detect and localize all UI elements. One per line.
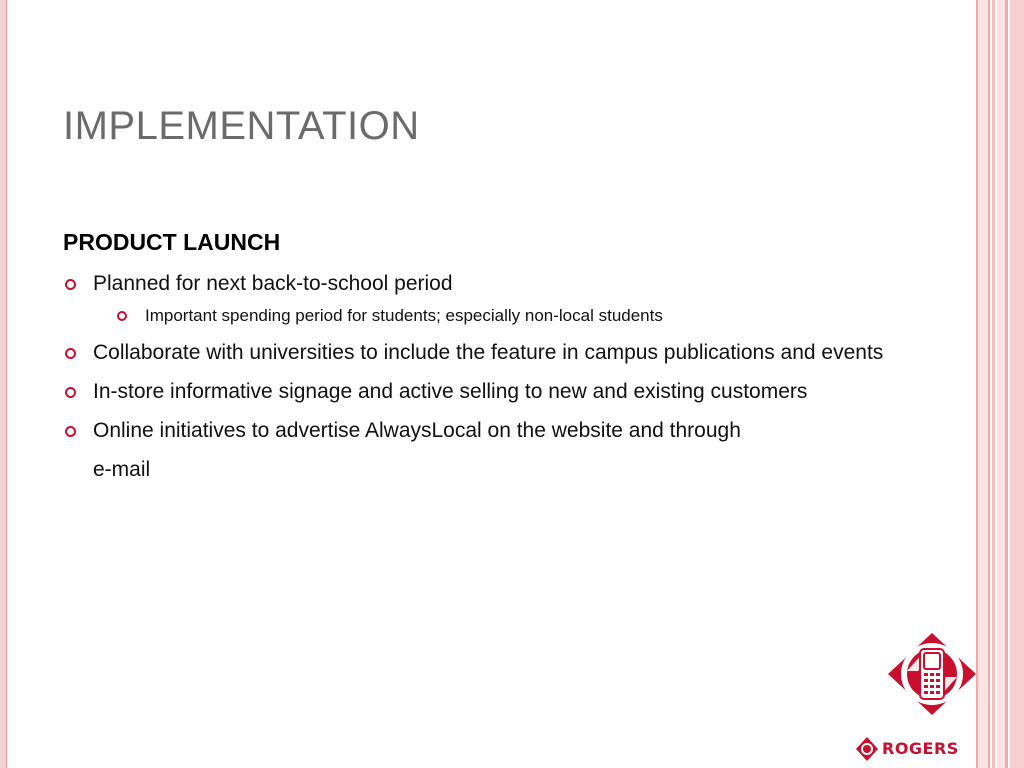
bullet-text: Collaborate with universities to include the feature in campus publications and events: [93, 341, 884, 364]
slide-content: [63, 229, 943, 493]
rogers-logo-text: ROGERS: [882, 739, 959, 758]
sub-bullet-item: [113, 303, 943, 329]
right-decorative-stripes: [976, 0, 1024, 768]
sub-bullet-list: [113, 303, 943, 329]
rogers-logo: [856, 735, 968, 765]
section-heading: PRODUCT LAUNCH: [63, 229, 281, 255]
bullet-item: [63, 337, 943, 368]
sub-bullet-icon: [117, 311, 127, 321]
sub-bullet-text: Important spending period for students; especially non-local students: [145, 306, 663, 325]
left-frame-border: [0, 0, 7, 768]
bullet-item: [63, 268, 943, 329]
rogers-phone-emblem-icon: [886, 631, 978, 717]
bullet-icon: [65, 426, 76, 437]
bullet-icon: [65, 348, 76, 359]
bullet-icon: [65, 387, 76, 398]
bullet-text: In-store informative signage and active selling to new and existing customers: [93, 380, 808, 403]
bullet-icon: [65, 279, 76, 290]
bullet-item: [63, 376, 943, 407]
bullet-text: Online initiatives to advertise AlwaysLocal on the website and through: [93, 419, 741, 442]
slide-title: IMPLEMENTATION: [63, 104, 420, 148]
bullet-text-continuation: e-mail: [93, 458, 151, 481]
bullet-list: [63, 268, 943, 485]
bullet-text: Planned for next back-to-school period: [93, 272, 453, 295]
rogers-mark-icon: [856, 737, 878, 761]
bullet-item: [63, 415, 943, 485]
